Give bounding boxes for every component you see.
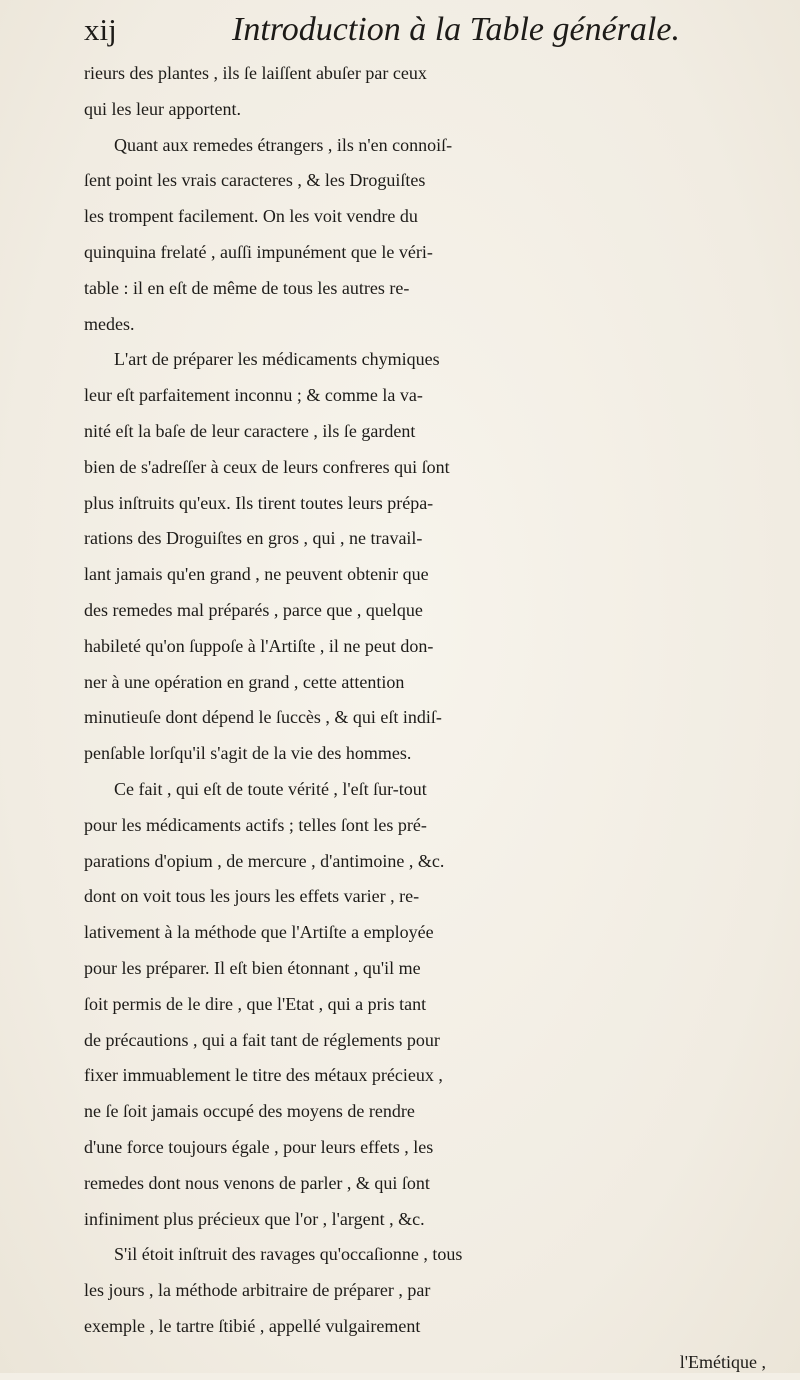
text-line: nité eſt la baſe de leur caractere , ils ſe gardent	[84, 420, 416, 441]
text-line: exemple , le tartre ſtibié , appellé vulgairement	[84, 1315, 421, 1336]
body-text	[84, 56, 784, 1380]
text-line: ſent point les vrais caracteres , & les Droguiſtes	[84, 170, 426, 191]
text-line: ne ſe ſoit jamais occupé des moyens de rendre	[84, 1101, 415, 1122]
text-line: medes.	[84, 313, 135, 334]
text-line: les trompent facilement. On les voit vendre du	[84, 206, 418, 227]
running-title: Introduction à la Table générale.	[232, 11, 680, 48]
text-line: ner à une opération en grand , cette attention	[84, 671, 405, 692]
text-line: qui les leur apportent.	[84, 98, 241, 119]
text-line: lativement à la méthode que l'Artiſte a employée	[84, 922, 434, 943]
text-line: table : il en eſt de même de tous les autres re-	[84, 277, 410, 298]
text-line: parations d'opium , de mercure , d'antimoine , &c.	[84, 850, 445, 871]
text-line: quinquina frelaté , auſſi impunément que le véri-	[84, 241, 433, 262]
text-line: habileté qu'on ſuppoſe à l'Artiſte , il ne peut don-	[84, 635, 434, 656]
text-line: Ce fait , qui eſt de toute vérité , l'eſt ſur-tout	[114, 778, 427, 799]
page-number: xij	[84, 12, 117, 47]
text-line: minutieuſe dont dépend le ſuccès , & qui eſt indiſ-	[84, 707, 442, 728]
text-line: l'Emétique ,	[679, 1351, 766, 1372]
text-line: leur eſt parfaitement inconnu ; & comme la va-	[84, 385, 423, 406]
text-line: bien de s'adreſſer à ceux de leurs confreres qui ſont	[84, 456, 450, 477]
text-line: remedes dont nous venons de parler , & qui ſont	[84, 1172, 430, 1193]
text-line: penſable lorſqu'il s'agit de la vie des hommes.	[84, 743, 412, 764]
text-line: fixer immuablement le titre des métaux précieux ,	[84, 1065, 443, 1086]
text-line: rieurs des plantes , ils ſe laiſſent abuſer par ceux	[84, 63, 427, 83]
text-line: dont on voit tous les jours les effets varier , re-	[84, 886, 420, 907]
text-line: S'il étoit inſtruit des ravages qu'occaſionne , tous	[114, 1244, 463, 1265]
text-line: d'une force toujours égale , pour leurs effets , les	[84, 1136, 434, 1157]
text-line: de précautions , qui a fait tant de réglements pour	[84, 1029, 440, 1050]
text-line: les jours , la méthode arbitraire de préparer , par	[84, 1280, 431, 1301]
text-line: infiniment plus précieux que l'or , l'argent , &c.	[84, 1208, 425, 1229]
text-line: ſoit permis de le dire , que l'Etat , qui a pris tant	[84, 993, 427, 1014]
text-line: L'art de préparer les médicaments chymiques	[114, 349, 440, 370]
text-line: des remedes mal préparés , parce que , quelque	[84, 599, 423, 620]
text-line: pour les préparer. Il eſt bien étonnant , qu'il me	[84, 957, 421, 978]
text-line: lant jamais qu'en grand , ne peuvent obtenir que	[84, 564, 429, 585]
page-header	[84, 4, 764, 52]
text-line: Quant aux remedes étrangers , ils n'en connoiſ-	[114, 134, 453, 155]
text-line: rations des Droguiſtes en gros , qui , ne travail-	[84, 528, 423, 549]
text-line: plus inſtruits qu'eux. Ils tirent toutes leurs prépa-	[84, 492, 434, 513]
text-line: pour les médicaments actifs ; telles ſont les pré-	[84, 814, 427, 835]
